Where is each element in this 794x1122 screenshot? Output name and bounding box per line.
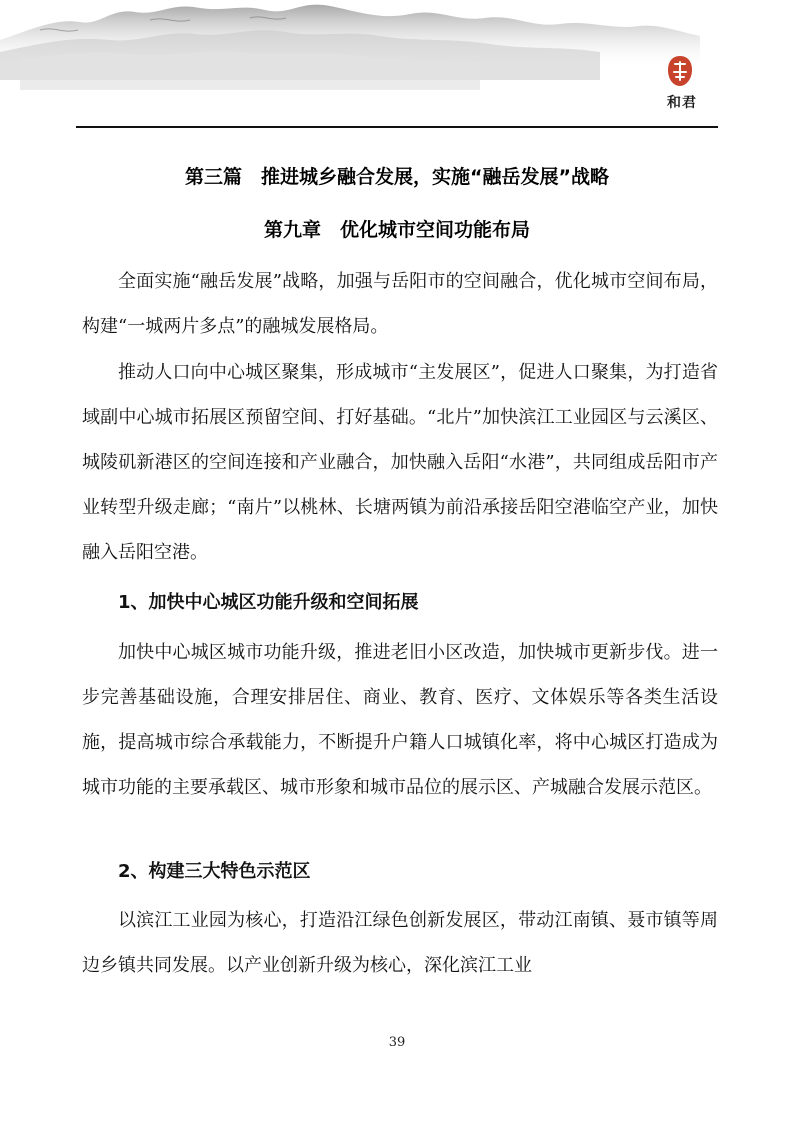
part-title: 第三篇 推进城乡融合发展，实施“融岳发展”战略	[185, 166, 609, 188]
company-logo	[652, 54, 712, 116]
seal-icon	[666, 54, 694, 88]
chapter-title: 第九章 优化城市空间功能布局	[263, 219, 530, 241]
page-number: 39	[388, 1035, 406, 1050]
section-subheading: 1、加快中心城区功能升级和空间拓展	[118, 592, 419, 613]
logo-text: 和君	[667, 95, 697, 111]
body-paragraph: 以滨江工业园为核心，打造沿江绿色创新发展区，带动江南镇、聂市镇等周边乡镇共同发展。以产业创新升级为核心，深化滨江工业	[82, 910, 718, 976]
body-paragraph: 加快中心城区城市功能升级，推进老旧小区改造，加快城市更新步伐。进一步完善基础设施，合理安排居住、商业、教育、医疗、文体娱乐等各类生活设施，提高城市综合承载能力，不断提升户籍人口城镇化率，将中心城区打造成为城市功能的主要承载区、城市形象和城市品位的展示区、产城融合发展示范区。	[82, 642, 718, 798]
section-subheading: 2、构建三大特色示范区	[118, 861, 311, 882]
body-paragraph: 全面实施“融岳发展”战略，加强与岳阳市的空间融合，优化城市空间布局，构建“一城两片多点”的融城发展格局。	[82, 271, 718, 337]
body-paragraph: 推动人口向中心城区聚集，形成城市“主发展区”，促进人口聚集，为打造省域副中心城市拓展区预留空间、打好基础。“北片”加快滨江工业园区与云溪区、城陵矶新港区的空间连接和产业融合，加快融入岳阳“水港”，共同组成岳阳市产业转型升级走廊；“南片”以桃林、长塘两镇为前沿承接岳阳空港临空产业，加快融入岳阳空港。	[82, 362, 718, 563]
header-divider	[76, 126, 718, 128]
